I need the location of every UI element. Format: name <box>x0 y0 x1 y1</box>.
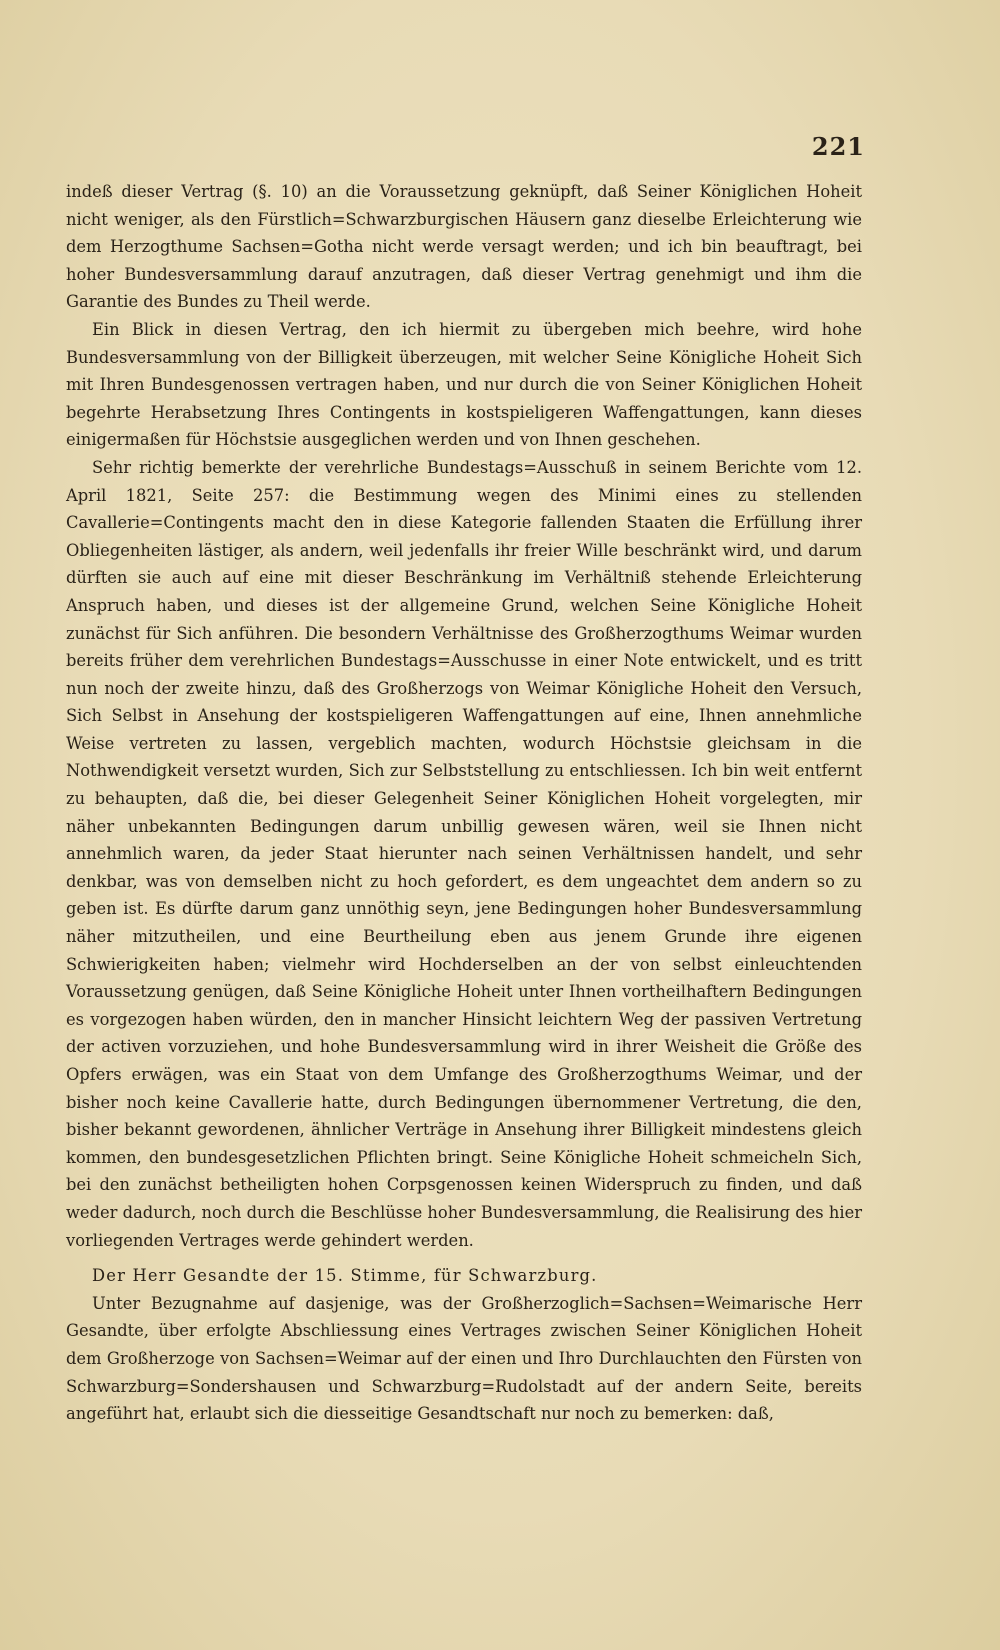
paragraph-schwarzburg: Unter Bezugnahme auf dasjenige, was der Großherzoglich=Sachsen=Weimarische Herr Gesandte, über erfolgte Abschliessung eines Vertrages zwischen Seiner Königlichen Hoheit dem Großherzoge von Sachsen=Weimar auf der einen und Ihro Durchlauchten den Fürsten von Schwarzburg=Sondershausen und Schwarzburg=Rudolstadt auf der andern Seite, bereits angeführt hat, erlaubt sich die diesseitige Gesandtschaft nur noch zu bemerken: daß, <box>66 1293 862 1424</box>
body-text <box>66 178 862 1428</box>
paragraph-committee-remark: Sehr richtig bemerkte der verehrliche Bundestags=Ausschuß in seinem Berichte vom 12. April 1821, Seite 257: die Bestimmung wegen des Minimi eines zu stellenden Cavallerie=Contingents macht den in diese Kategorie fallenden Staaten die Erfüllung ihrer Obliegenheiten lästiger, als andern, weil jedenfalls ihr freier Wille beschränkt wird, und darum dürften sie auch auf eine mit dieser Beschränkung im Verhältniß stehende Erleichterung Anspruch haben, und dieses ist der allgemeine Grund, welchen Seine Königliche Hoheit zunächst für Sich anführen. Die besondern Verhältnisse des Großherzogthums Weimar wurden bereits früher dem verehrlichen Bundestags=Ausschusse in einer Note entwickelt, und es tritt nun noch der zweite hinzu, daß des Großherzogs von Weimar Königliche Hoheit den Versuch, Sich Selbst in Ansehung der kostspieligeren Waffengattungen auf eine, Ihnen annehmliche Weise vertreten zu lassen, vergeblich machten, wodurch Höchstsie gleichsam in die Nothwendigkeit versetzt wurden, Sich zur Selbststellung zu entschliessen. Ich bin weit entfernt zu behaupten, daß die, bei dieser Gelegenheit Seiner Königlichen Hoheit vorgelegten, mir näher unbekannten Bedingungen darum unbillig gewesen wären, weil sie Ihnen nicht annehmlich waren, da jeder Staat hierunter nach seinen Verhältnissen handelt, und sehr denkbar, was von demselben nicht zu hoch gefordert, es dem ungeachtet dem andern so zu geben ist. Es dürfte darum ganz unnöthig seyn, jene Bedingungen hoher Bundesversammlung näher mitzutheilen, und eine Beurtheilung eben aus jenem Grunde ihre eigenen Schwierigkeiten haben; vielmehr wird Hochderselben an der von selbst einleuchtenden Voraussetzung genügen, daß Seine Königliche Hoheit unter Ihnen vortheilhaftern Bedingungen es vorgezogen haben würden, den in mancher Hinsicht leichtern Weg der passiven Vertretung der activen vorzuziehen, und hohe Bundesversammlung wird in ihrer Weisheit die Größe des Opfers erwägen, was ein Staat von dem Umfange des Großherzogthums Weimar, und der bisher noch keine Cavallerie hatte, durch Bedingungen übernommener Vertretung, die den, bisher bekannt gewordenen, ähnlicher Verträge in Ansehung ihrer Billigkeit mindestens gleich kommen, den bundesgesetzlichen Pflichten bringt. Seine Königliche Hoheit schmeicheln Sich, bei den zunächst betheiligten hohen Corpsgenossen keinen Widerspruch zu finden, und daß weder dadurch, noch durch die Beschlüsse hoher Bundesversammlung, die Realisirung des hier vorliegenden Vertrages werde gehindert werden. <box>66 457 862 1250</box>
section-heading: Der Herr Gesandte der 15. Stimme, für Schwarzburg. <box>92 1266 598 1286</box>
paragraph-contract-view: Ein Blick in diesen Vertrag, den ich hiermit zu übergeben mich beehre, wird hohe Bundesversammlung von der Billigkeit überzeugen, mit welcher Seine Königliche Hoheit Sich mit Ihren Bundesgenossen vertragen haben, und nur durch die von Seiner Königlichen Hoheit begehrte Herabsetzung Ihres Contingents in kostspieligeren Waffengattungen, kann dieses einigermaßen für Höchstsie ausgeglichen werden und von Ihnen geschehen. <box>66 319 862 450</box>
paragraph-continued: indeß dieser Vertrag (§. 10) an die Voraussetzung geknüpft, daß Seiner Königlichen Hoheit nicht weniger, als den Fürstlich=Schwarzburgischen Häusern ganz dieselbe Erleichterung wie dem Herzogthume Sachsen=Gotha nicht werde versagt werden; und ich bin beauftragt, bei hoher Bundesversammlung darauf anzutragen, daß dieser Vertrag genehmigt und ihm die Garantie des Bundes zu Theil werde. <box>66 182 862 312</box>
page-number: 221 <box>811 132 865 161</box>
